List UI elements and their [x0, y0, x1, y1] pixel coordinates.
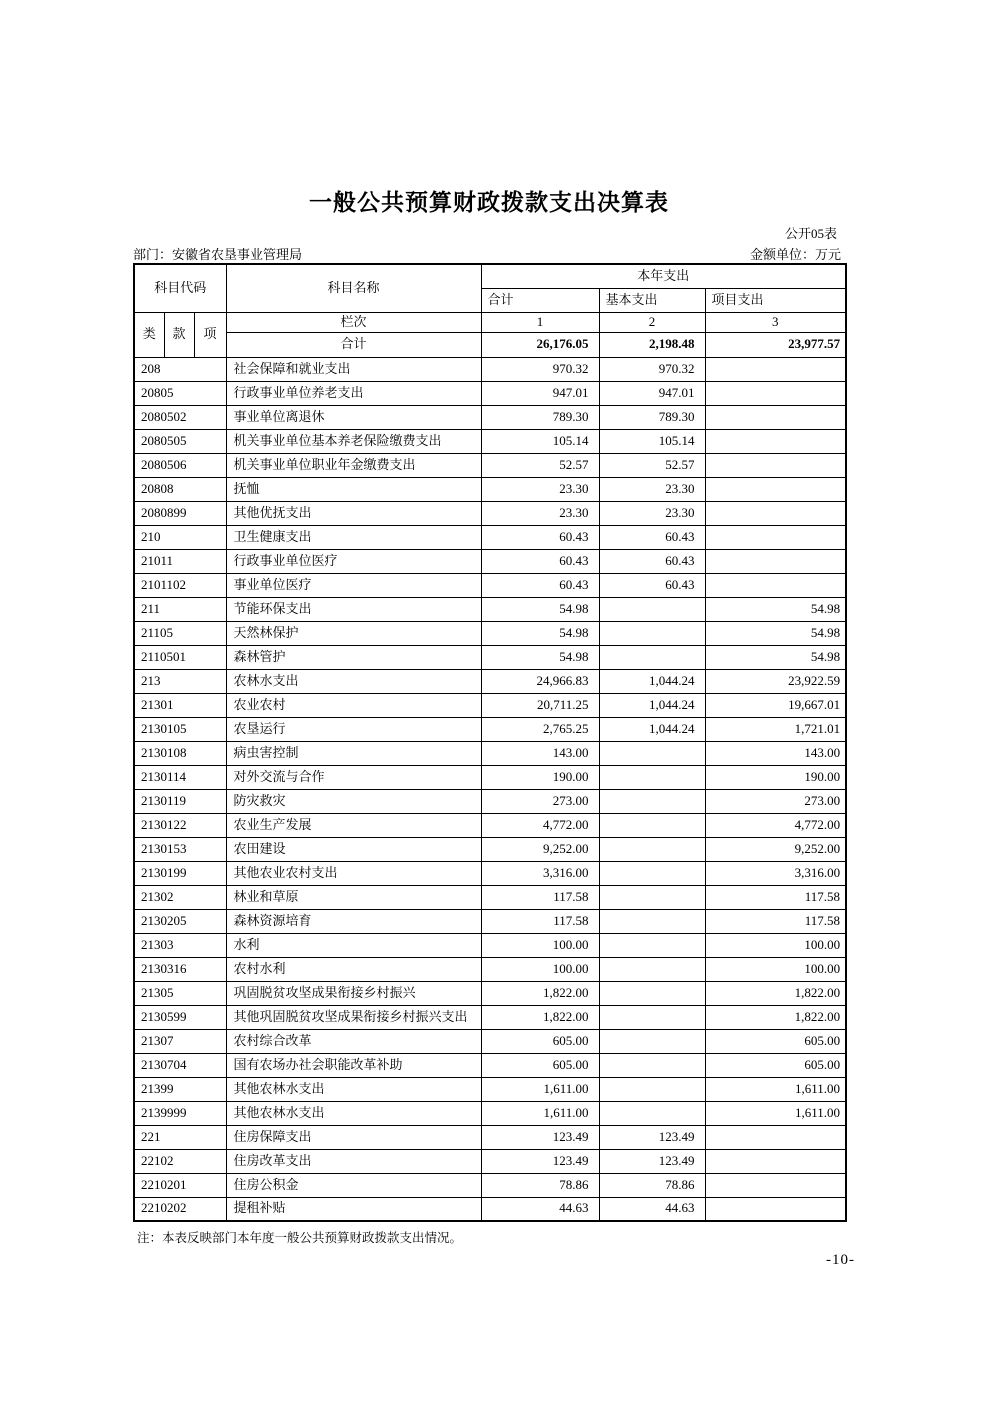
header-code-class: 类 — [134, 312, 164, 357]
total-expenditure-cell: 2,765.25 — [481, 717, 599, 741]
basic-expenditure-cell: 60.43 — [599, 573, 705, 597]
subject-code-cell: 21011 — [134, 549, 226, 573]
subject-name-cell: 其他优抚支出 — [226, 501, 481, 525]
subject-name-cell: 农垦运行 — [226, 717, 481, 741]
subject-code-cell: 208 — [134, 357, 226, 381]
table-row — [134, 1197, 846, 1221]
department-label: 部门：安徽省农垦事业管理局 — [133, 247, 303, 262]
header-row-3 — [134, 312, 846, 332]
project-expenditure-cell: 1,822.00 — [705, 1005, 846, 1029]
project-expenditure-cell: 3,316.00 — [705, 861, 846, 885]
project-expenditure-cell: 54.98 — [705, 645, 846, 669]
subject-code-cell: 21303 — [134, 933, 226, 957]
page-number: -10- — [826, 1252, 855, 1268]
subject-code-cell: 2080502 — [134, 405, 226, 429]
subject-code-cell: 2130119 — [134, 789, 226, 813]
subject-code-cell: 2139999 — [134, 1101, 226, 1125]
basic-expenditure-cell: 1,044.24 — [599, 669, 705, 693]
table-row — [134, 789, 846, 813]
total-expenditure-cell: 60.43 — [481, 549, 599, 573]
total-expenditure-cell: 947.01 — [481, 381, 599, 405]
total-expenditure-cell: 54.98 — [481, 645, 599, 669]
project-expenditure-cell: 23,922.59 — [705, 669, 846, 693]
subject-name-cell: 林业和草原 — [226, 885, 481, 909]
table-row — [134, 861, 846, 885]
basic-expenditure-cell — [599, 1005, 705, 1029]
subject-name-cell: 其他农业农村支出 — [226, 861, 481, 885]
subject-name-cell: 森林资源培育 — [226, 909, 481, 933]
subject-name-cell: 抚恤 — [226, 477, 481, 501]
total-expenditure-cell: 60.43 — [481, 525, 599, 549]
basic-expenditure-cell — [599, 765, 705, 789]
basic-expenditure-cell: 60.43 — [599, 549, 705, 573]
header-column-index-label: 栏次 — [226, 312, 481, 332]
totals-total-cell: 26,176.05 — [481, 332, 599, 357]
table-row — [134, 597, 846, 621]
subject-code-cell: 2130205 — [134, 909, 226, 933]
project-expenditure-cell: 605.00 — [705, 1053, 846, 1077]
basic-expenditure-cell: 123.49 — [599, 1125, 705, 1149]
total-expenditure-cell: 605.00 — [481, 1029, 599, 1053]
table-row — [134, 717, 846, 741]
subject-code-cell: 2130316 — [134, 957, 226, 981]
table-row — [134, 429, 846, 453]
total-expenditure-cell: 1,822.00 — [481, 1005, 599, 1029]
project-expenditure-cell — [705, 1149, 846, 1173]
subject-code-cell: 2130704 — [134, 1053, 226, 1077]
project-expenditure-cell: 4,772.00 — [705, 813, 846, 837]
subject-code-cell: 2080505 — [134, 429, 226, 453]
subject-name-cell: 机关事业单位职业年金缴费支出 — [226, 453, 481, 477]
budget-table — [133, 263, 847, 1222]
total-expenditure-cell: 44.63 — [481, 1197, 599, 1221]
subject-name-cell: 事业单位离退休 — [226, 405, 481, 429]
total-expenditure-cell: 9,252.00 — [481, 837, 599, 861]
subject-code-cell: 20805 — [134, 381, 226, 405]
total-expenditure-cell: 789.30 — [481, 405, 599, 429]
basic-expenditure-cell — [599, 981, 705, 1005]
project-expenditure-cell: 1,822.00 — [705, 981, 846, 1005]
subject-name-cell: 提租补贴 — [226, 1197, 481, 1221]
unit-label: 金额单位：万元 — [749, 247, 841, 262]
basic-expenditure-cell — [599, 885, 705, 909]
subject-code-cell: 2101102 — [134, 573, 226, 597]
table-row — [134, 1053, 846, 1077]
totals-row-label: 合计 — [226, 332, 481, 357]
table-row — [134, 381, 846, 405]
total-expenditure-cell: 24,966.83 — [481, 669, 599, 693]
table-row — [134, 1005, 846, 1029]
basic-expenditure-cell: 1,044.24 — [599, 693, 705, 717]
project-expenditure-cell: 100.00 — [705, 957, 846, 981]
table-row — [134, 549, 846, 573]
total-expenditure-cell: 1,611.00 — [481, 1077, 599, 1101]
project-expenditure-cell — [705, 477, 846, 501]
subject-name-cell: 国有农场办社会职能改革补助 — [226, 1053, 481, 1077]
subject-code-cell: 2210201 — [134, 1173, 226, 1197]
project-expenditure-cell: 605.00 — [705, 1029, 846, 1053]
header-col-number-3: 3 — [705, 312, 846, 332]
subject-name-cell: 卫生健康支出 — [226, 525, 481, 549]
subject-code-cell: 21307 — [134, 1029, 226, 1053]
project-expenditure-cell: 143.00 — [705, 741, 846, 765]
total-expenditure-cell: 273.00 — [481, 789, 599, 813]
header-col-basic: 基本支出 — [599, 288, 705, 312]
header-code-item: 项 — [194, 312, 226, 357]
table-note: 注：本表反映部门本年度一般公共预算财政拨款支出情况。 — [137, 1231, 463, 1245]
subject-code-cell: 213 — [134, 669, 226, 693]
subject-code-cell: 2130108 — [134, 741, 226, 765]
total-expenditure-cell: 60.43 — [481, 573, 599, 597]
project-expenditure-cell — [705, 357, 846, 381]
subject-name-cell: 其他巩固脱贫攻坚成果衔接乡村振兴支出 — [226, 1005, 481, 1029]
basic-expenditure-cell — [599, 837, 705, 861]
subject-code-cell: 21399 — [134, 1077, 226, 1101]
header-current-year-expenditure: 本年支出 — [481, 264, 846, 288]
total-expenditure-cell: 1,822.00 — [481, 981, 599, 1005]
subject-name-cell: 农村综合改革 — [226, 1029, 481, 1053]
total-expenditure-cell: 100.00 — [481, 933, 599, 957]
basic-expenditure-cell: 78.86 — [599, 1173, 705, 1197]
totals-row — [134, 332, 846, 357]
subject-name-cell: 其他农林水支出 — [226, 1101, 481, 1125]
table-row — [134, 933, 846, 957]
subject-name-cell: 住房改革支出 — [226, 1149, 481, 1173]
subject-name-cell: 防灾救灾 — [226, 789, 481, 813]
table-row — [134, 573, 846, 597]
table-row — [134, 957, 846, 981]
header-row-1 — [134, 264, 846, 288]
basic-expenditure-cell: 1,044.24 — [599, 717, 705, 741]
basic-expenditure-cell — [599, 621, 705, 645]
total-expenditure-cell: 123.49 — [481, 1149, 599, 1173]
project-expenditure-cell — [705, 573, 846, 597]
table-row — [134, 477, 846, 501]
total-expenditure-cell: 143.00 — [481, 741, 599, 765]
subject-name-cell: 住房公积金 — [226, 1173, 481, 1197]
project-expenditure-cell — [705, 501, 846, 525]
table-row — [134, 453, 846, 477]
header-col-number-2: 2 — [599, 312, 705, 332]
total-expenditure-cell: 190.00 — [481, 765, 599, 789]
basic-expenditure-cell — [599, 597, 705, 621]
project-expenditure-cell: 1,611.00 — [705, 1101, 846, 1125]
subject-name-cell: 森林管护 — [226, 645, 481, 669]
project-expenditure-cell: 19,667.01 — [705, 693, 846, 717]
subject-name-cell: 机关事业单位基本养老保险缴费支出 — [226, 429, 481, 453]
basic-expenditure-cell — [599, 1101, 705, 1125]
project-expenditure-cell: 9,252.00 — [705, 837, 846, 861]
project-expenditure-cell: 190.00 — [705, 765, 846, 789]
subject-name-cell: 农村水利 — [226, 957, 481, 981]
basic-expenditure-cell — [599, 1053, 705, 1077]
table-row — [134, 1125, 846, 1149]
subject-name-cell: 农业生产发展 — [226, 813, 481, 837]
header-code-section: 款 — [164, 312, 194, 357]
total-expenditure-cell: 54.98 — [481, 621, 599, 645]
total-expenditure-cell: 23.30 — [481, 477, 599, 501]
subject-code-cell: 21301 — [134, 693, 226, 717]
subject-code-cell: 2130114 — [134, 765, 226, 789]
subject-name-cell: 节能环保支出 — [226, 597, 481, 621]
total-expenditure-cell: 117.58 — [481, 909, 599, 933]
subject-code-cell: 2130153 — [134, 837, 226, 861]
subject-code-cell: 21302 — [134, 885, 226, 909]
total-expenditure-cell: 117.58 — [481, 885, 599, 909]
subject-code-cell: 22102 — [134, 1149, 226, 1173]
basic-expenditure-cell: 44.63 — [599, 1197, 705, 1221]
basic-expenditure-cell — [599, 909, 705, 933]
table-row — [134, 1173, 846, 1197]
basic-expenditure-cell — [599, 741, 705, 765]
basic-expenditure-cell: 789.30 — [599, 405, 705, 429]
total-expenditure-cell: 605.00 — [481, 1053, 599, 1077]
project-expenditure-cell: 54.98 — [705, 597, 846, 621]
basic-expenditure-cell: 52.57 — [599, 453, 705, 477]
project-expenditure-cell — [705, 1197, 846, 1221]
subject-code-cell: 2080899 — [134, 501, 226, 525]
project-expenditure-cell: 1,611.00 — [705, 1077, 846, 1101]
table-row — [134, 1101, 846, 1125]
total-expenditure-cell: 1,611.00 — [481, 1101, 599, 1125]
totals-basic-cell: 2,198.48 — [599, 332, 705, 357]
total-expenditure-cell: 78.86 — [481, 1173, 599, 1197]
basic-expenditure-cell: 23.30 — [599, 477, 705, 501]
basic-expenditure-cell: 105.14 — [599, 429, 705, 453]
total-expenditure-cell: 105.14 — [481, 429, 599, 453]
subject-code-cell: 2130199 — [134, 861, 226, 885]
basic-expenditure-cell — [599, 813, 705, 837]
total-expenditure-cell: 3,316.00 — [481, 861, 599, 885]
project-expenditure-cell: 54.98 — [705, 621, 846, 645]
project-expenditure-cell — [705, 405, 846, 429]
basic-expenditure-cell — [599, 957, 705, 981]
table-row — [134, 405, 846, 429]
subject-name-cell: 巩固脱贫攻坚成果衔接乡村振兴 — [226, 981, 481, 1005]
subject-code-cell: 2210202 — [134, 1197, 226, 1221]
project-expenditure-cell: 1,721.01 — [705, 717, 846, 741]
basic-expenditure-cell — [599, 933, 705, 957]
subject-name-cell: 天然林保护 — [226, 621, 481, 645]
subject-code-cell: 2080506 — [134, 453, 226, 477]
project-expenditure-cell — [705, 429, 846, 453]
meta-row — [133, 244, 845, 263]
project-expenditure-cell: 117.58 — [705, 885, 846, 909]
subject-name-cell: 其他农林水支出 — [226, 1077, 481, 1101]
subject-name-cell: 水利 — [226, 933, 481, 957]
table-row — [134, 525, 846, 549]
basic-expenditure-cell: 23.30 — [599, 501, 705, 525]
table-row — [134, 693, 846, 717]
project-expenditure-cell — [705, 1173, 846, 1197]
project-expenditure-cell — [705, 381, 846, 405]
open-table-number-label: 公开05表 — [784, 226, 837, 241]
subject-name-cell: 农业农村 — [226, 693, 481, 717]
total-expenditure-cell: 54.98 — [481, 597, 599, 621]
subject-code-cell: 221 — [134, 1125, 226, 1149]
project-expenditure-cell — [705, 453, 846, 477]
basic-expenditure-cell: 123.49 — [599, 1149, 705, 1173]
project-expenditure-cell — [705, 549, 846, 573]
subject-code-cell: 20808 — [134, 477, 226, 501]
header-subject-code: 科目代码 — [134, 264, 226, 312]
subject-name-cell: 社会保障和就业支出 — [226, 357, 481, 381]
subject-code-cell: 210 — [134, 525, 226, 549]
table-row — [134, 357, 846, 381]
subject-name-cell: 事业单位医疗 — [226, 573, 481, 597]
table-row — [134, 669, 846, 693]
page-title: 一般公共预算财政拨款支出决算表 — [309, 189, 669, 215]
project-expenditure-cell: 273.00 — [705, 789, 846, 813]
table-row — [134, 645, 846, 669]
project-expenditure-cell: 100.00 — [705, 933, 846, 957]
subject-name-cell: 行政事业单位养老支出 — [226, 381, 481, 405]
table-row — [134, 501, 846, 525]
subject-code-cell: 21305 — [134, 981, 226, 1005]
total-expenditure-cell: 20,711.25 — [481, 693, 599, 717]
subject-code-cell: 2130105 — [134, 717, 226, 741]
basic-expenditure-cell — [599, 789, 705, 813]
table-row — [134, 1077, 846, 1101]
table-row — [134, 765, 846, 789]
total-expenditure-cell: 123.49 — [481, 1125, 599, 1149]
basic-expenditure-cell: 60.43 — [599, 525, 705, 549]
project-expenditure-cell — [705, 525, 846, 549]
header-col-number-1: 1 — [481, 312, 599, 332]
subject-code-cell: 2110501 — [134, 645, 226, 669]
table-row — [134, 909, 846, 933]
subject-code-cell: 2130599 — [134, 1005, 226, 1029]
basic-expenditure-cell — [599, 861, 705, 885]
basic-expenditure-cell — [599, 645, 705, 669]
table-row — [134, 885, 846, 909]
subject-code-cell: 2130122 — [134, 813, 226, 837]
table-row — [134, 813, 846, 837]
subject-name-cell: 病虫害控制 — [226, 741, 481, 765]
header-col-total: 合计 — [481, 288, 599, 312]
project-expenditure-cell: 117.58 — [705, 909, 846, 933]
subject-code-cell: 211 — [134, 597, 226, 621]
table-row — [134, 741, 846, 765]
totals-project-cell: 23,977.57 — [705, 332, 846, 357]
total-expenditure-cell: 100.00 — [481, 957, 599, 981]
table-row — [134, 621, 846, 645]
basic-expenditure-cell: 970.32 — [599, 357, 705, 381]
table-row — [134, 837, 846, 861]
subject-name-cell: 住房保障支出 — [226, 1125, 481, 1149]
table-row — [134, 1149, 846, 1173]
header-subject-name: 科目名称 — [226, 264, 481, 312]
total-expenditure-cell: 23.30 — [481, 501, 599, 525]
table-row — [134, 1029, 846, 1053]
table-row — [134, 981, 846, 1005]
subject-name-cell: 对外交流与合作 — [226, 765, 481, 789]
basic-expenditure-cell: 947.01 — [599, 381, 705, 405]
total-expenditure-cell: 4,772.00 — [481, 813, 599, 837]
header-col-project: 项目支出 — [705, 288, 846, 312]
total-expenditure-cell: 970.32 — [481, 357, 599, 381]
total-expenditure-cell: 52.57 — [481, 453, 599, 477]
subject-name-cell: 农林水支出 — [226, 669, 481, 693]
basic-expenditure-cell — [599, 1077, 705, 1101]
basic-expenditure-cell — [599, 1029, 705, 1053]
subject-name-cell: 行政事业单位医疗 — [226, 549, 481, 573]
subject-name-cell: 农田建设 — [226, 837, 481, 861]
subject-code-cell: 21105 — [134, 621, 226, 645]
project-expenditure-cell — [705, 1125, 846, 1149]
